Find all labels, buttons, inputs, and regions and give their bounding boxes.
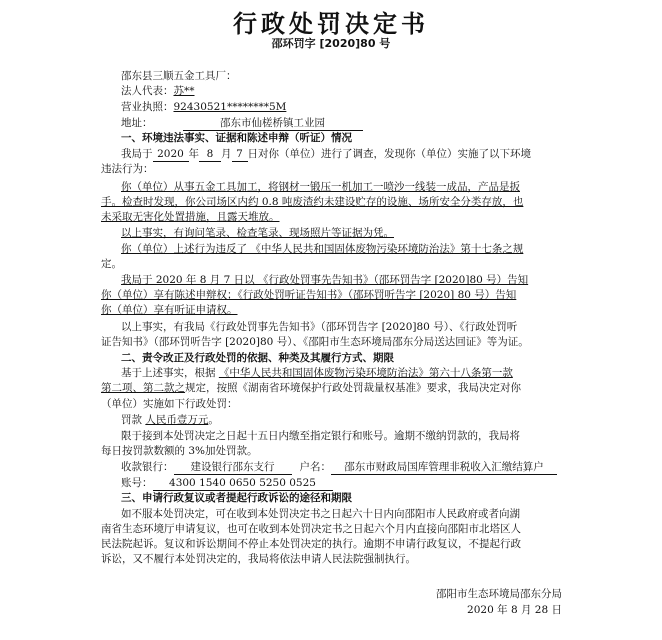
- basis-line-2: 第二项、第二款之规定，按照《湖南省环境保护行政处罚裁量权基准》要求，我局决定对你: [101, 382, 521, 394]
- business-license-label: 营业执照：: [121, 101, 174, 113]
- investigation-line: 我局于 2020 年 8 月 7 日对你（单位）进行了调查，发现你（单位）实施了以下环境: [121, 148, 531, 160]
- fine-row: 罚款 人民币壹万元。: [121, 414, 219, 426]
- payment-deadline-line-2: 每日按罚款数额的 3%加处罚款。: [101, 445, 258, 457]
- facts-line-2: 手。检查时发现，你公司场区内约 0.8 吨废渣约未建设贮存的设施、场所安全分类存放，也: [101, 196, 524, 208]
- address-row: [121, 116, 363, 131]
- investigation-month: 8: [199, 147, 221, 162]
- payment-deadline-line-1: 限于接到本处罚决定之日起十五日内缴至指定银行和账号。逾期不缴纳罚款的，我局将: [121, 430, 520, 442]
- legal-rep-row: [121, 84, 195, 98]
- account-label: 账号：: [121, 477, 153, 489]
- investigation-year: 2020: [153, 147, 189, 162]
- basis-line-1: 基于上述事实，根据 《中华人民共和国固体废物污染环境防治法》第六十八条第一款: [121, 367, 513, 379]
- facts-line-3: 未采取无害化处置措施，且露天堆放。: [101, 211, 280, 223]
- business-license-row: [121, 100, 286, 114]
- account-row: [121, 476, 333, 491]
- address-label: 地址：: [121, 117, 153, 129]
- business-license-value: 92430521********5M: [173, 101, 287, 113]
- payee-value: 邵东市财政局国库管理非税收入汇缴结算户: [331, 460, 557, 475]
- issue-date: 2020 年 8 月 28 日: [467, 604, 562, 616]
- fine-amount: 人民币壹万元: [145, 414, 209, 426]
- document-title: 行政处罚决定书: [233, 10, 429, 38]
- notice-line-3: 你（单位）享有听证申请权。: [101, 304, 238, 316]
- bank-row: [121, 460, 557, 475]
- proof-line-2: 证告知书》（邵环罚听告字 [2020]80 号）、《邵阳市生态环境局邵东分局送达回证》等为证。: [101, 336, 529, 348]
- addressee: 邵东县三顺五金工具厂：: [121, 70, 237, 82]
- section2-heading: 二、责令改正及行政处罚的依据、种类及其履行方式、期限: [121, 352, 394, 364]
- basis-law: 《中华人民共和国固体废物污染环境防治法》第六十八条第一款: [218, 367, 513, 379]
- remedy-line-1: 如不服本处罚决定，可在收到本处罚决定书之日起六十日内向邵阳市人民政府或者向湖: [121, 508, 520, 520]
- issuing-authority: 邵阳市生态环境局邵东分局: [436, 588, 562, 600]
- account-value: 4300 1540 0650 5250 0525: [153, 476, 333, 491]
- address-value: 邵东市仙槎桥镇工业园: [183, 116, 363, 131]
- bank-value: 建设银行邵东支行: [174, 460, 292, 475]
- violation-law-line-2: 定。: [101, 258, 122, 270]
- proof-line-1: 以上事实，有我局《行政处罚事先告知书》（邵环罚告字 [2020]80 号）、《行政处罚听: [121, 321, 518, 333]
- document-number: 邵环罚字 [2020]80 号: [271, 37, 391, 50]
- basis-line-3: （单位）实施如下行政处罚：: [101, 398, 238, 410]
- remedy-line-2: 南省生态环境厅申请复议，也可在收到本处罚决定书之日起六个月内直接向邵阳市北塔区人: [101, 523, 521, 535]
- investigation-day: 7: [232, 147, 248, 162]
- remedy-line-3: 民法院起诉。复议和诉讼期间不停止本处罚决定的执行。逾期不申请行政复议，不提起行政: [101, 538, 521, 550]
- legal-rep-label: 法人代表：: [121, 85, 174, 97]
- notice-line-2: 你（单位）享有陈述申辩权；《行政处罚听证告知书》（邵环罚听告字 [2020] 80 号）告知: [101, 289, 517, 301]
- payee-label: 户名：: [299, 461, 331, 473]
- facts-line-1: 你（单位）从事五金工具加工，将钢材一锻压一机加工一喷沙一线装一成品，产品是扳: [121, 181, 520, 193]
- remedy-line-4: 诉讼，又不履行本处罚决定的，我局将依法申请人民法院强制执行。: [101, 553, 416, 565]
- legal-rep-value: 苏**: [173, 85, 195, 97]
- section1-heading: 一、环境违法事实、证据和陈述申辩（听证）情况: [121, 132, 352, 144]
- notice-line-1: 我局于 2020 年 8 月 7 日以 《行政处罚事先告知书》（邵环罚告字 [2020]80 号）告知: [121, 274, 529, 286]
- violation-intro: 违法行为：: [101, 163, 154, 175]
- bank-label: 收款银行：: [121, 461, 174, 473]
- fine-label: 罚款: [121, 414, 142, 426]
- section3-heading: 三、申请行政复议或者提起行政诉讼的途径和期限: [121, 492, 352, 504]
- evidence-line: 以上事实，有询问笔录、检查笔录、现场照片等证据为凭。: [121, 227, 394, 239]
- violation-law-line-1: 你（单位）上述行为违反了 《中华人民共和国固体废物污染环境防治法》第十七条之规: [121, 243, 524, 255]
